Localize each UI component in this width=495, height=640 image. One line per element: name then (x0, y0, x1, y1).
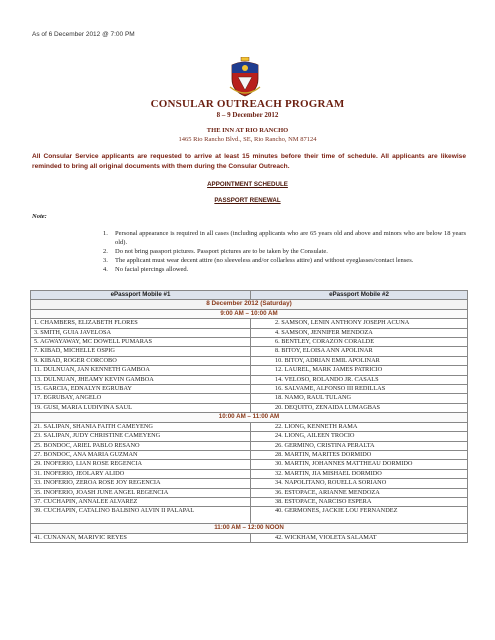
applicant-right: 32. MARTIN, JIA MISHAEL DORMIDO (251, 469, 468, 478)
item-number: 2. (103, 247, 108, 255)
list-item (103, 230, 466, 248)
applicant-right: 30. MARTIN, JOHANNES MATTHEAU DORMIDO (251, 460, 468, 469)
applicant-right: 2. SAMSON, LENIN ANTHONY JOSEPH ACUNA (251, 319, 468, 328)
applicant-left: 33. INOFERIO, ZEROA ROSE JOY REGENCIA (31, 479, 251, 488)
list-item (103, 248, 466, 257)
date-label: 8 December 2012 (Saturday) (31, 300, 468, 309)
service-heading: PASSPORT RENEWAL (214, 197, 281, 204)
item-text: Do not bring passport pictures. Passport pictures are to be taken by the Consulate. (115, 247, 328, 255)
applicant-right: 20. DEQUITO, ZENAIDA LUMAGBAS (251, 403, 468, 412)
applicant-left: 17. EGRUBAY, ANGELO (31, 394, 251, 403)
applicant-right: 10. BITOY, ADRIAN EMIL APOLINAR (251, 356, 468, 365)
applicant-left: 25. BONDOC, ARIEL PABLO RESANO (31, 441, 251, 450)
applicant-left: 13. DULNUAN, JHEAMY KEVIN GAMBOA (31, 375, 251, 384)
table-row (31, 479, 468, 488)
table-row (31, 497, 468, 506)
time-slot-row (31, 524, 468, 533)
time-slot-row (31, 309, 468, 318)
table-row (31, 422, 468, 431)
venue-address: 1465 Rio Rancho Blvd., SE, Rio Rancho, NM 87124 (178, 136, 317, 143)
applicant-left: 3. SMITH, GUIA JAVELOSA (31, 328, 251, 337)
program-title: CONSULAR OUTREACH PROGRAM (150, 98, 345, 110)
applicant-left: 27. BONDOC, ANA MARIA GUZMAN (31, 450, 251, 459)
table-row (31, 328, 468, 337)
item-text: No facial piercings allowed. (115, 265, 189, 273)
applicant-left: 19. GUSI, MARIA LUDIVINA SAUL (31, 403, 251, 412)
table-row (31, 469, 468, 478)
applicant-right: 40. GERMONES, JACKIE LOU FERNANDEZ (251, 507, 468, 524)
table-row (31, 488, 468, 497)
requirements-list (103, 230, 466, 275)
table-row (31, 366, 468, 375)
applicant-right: 24. LIONG, AILEEN TROCIO (251, 432, 468, 441)
table-row (31, 319, 468, 328)
applicant-left: 7. KIBAD, MICHELLE OSPIG (31, 347, 251, 356)
list-item (103, 266, 466, 275)
date-row (31, 300, 468, 309)
applicant-right: 38. ESTOPACE, NARCISO ESPERA (251, 497, 468, 506)
applicant-right: 42. WICKHAM, VIOLETA SALAMAT (251, 533, 468, 542)
table-row (31, 394, 468, 403)
applicant-left: 21. SALIPAN, SHANIA FAITH CAMEYENG (31, 422, 251, 431)
table-row (31, 403, 468, 412)
table-row (31, 441, 468, 450)
applicant-left: 5. AGWAYAWAY, MC DOWELL PUMARAS (31, 338, 251, 347)
applicant-right: 12. LAUREL, MARK JAMES PATRICIO (251, 366, 468, 375)
column-header-mobile-2: ePassport Mobile #2 (251, 291, 468, 300)
column-header-mobile-1: ePassport Mobile #1 (31, 291, 251, 300)
applicant-left: 15. GARCIA, EDNALYN EGRUBAY (31, 385, 251, 394)
applicant-right: 18. NAMO, RAUL TULANG (251, 394, 468, 403)
time-slot-label: 9:00 AM – 10:00 AM (31, 309, 468, 318)
schedule-heading: APPOINTMENT SCHEDULE (207, 181, 288, 188)
applicant-right: 8. BITOY, ELOISA ANN APOLINAR (251, 347, 468, 356)
applicant-left: 29. INOFERIO, LIAN ROSE REGENCIA (31, 460, 251, 469)
applicant-right: 36. ESTOPACE, ARIANNE MENDOZA (251, 488, 468, 497)
applicant-right: 28. MARTIN, MARITES DORMIDO (251, 450, 468, 459)
table-row (31, 347, 468, 356)
applicant-left: 9. KIBAD, ROGER CORCOBO (31, 356, 251, 365)
table-header-row (31, 291, 468, 300)
venue-name: THE INN AT RIO RANCHO (206, 127, 289, 134)
note-label: Note: (32, 213, 47, 220)
philippine-seal-icon (228, 57, 262, 97)
applicant-left: 35. INOFERIO, JOASH JUNE ANGEL REGENCIA (31, 488, 251, 497)
table-row (31, 507, 468, 524)
table-row (31, 533, 468, 542)
table-row (31, 338, 468, 347)
arrival-notice: All Consular Service applicants are requested to arrive at least 15 minutes before their time of schedule. All applicants are likewise reminded to bring all original documents with them during the Consular Outreach. (32, 153, 466, 170)
applicant-left: 23. SALIPAN, JUDY CHRISTINE CAMEYENG (31, 432, 251, 441)
list-item (103, 257, 466, 266)
table-row (31, 356, 468, 365)
table-row (31, 385, 468, 394)
item-number: 3. (103, 256, 108, 264)
applicant-left: 11. DULNUAN, JAN KENNETH GAMBOA (31, 366, 251, 375)
table-row (31, 432, 468, 441)
applicant-left: 31. INOFERIO, JEOLARY ALIDO (31, 469, 251, 478)
item-text: The applicant must wear decent attire (no sleeveless and/or collarless attire) and without eyeglasses/contact lenses. (115, 256, 414, 264)
applicant-right: 22. LIONG, KENNETH RAMA (251, 422, 468, 431)
as-of-timestamp: As of 6 December 2012 @ 7:00 PM (32, 31, 135, 38)
applicant-right: 6. BENTLEY, CORAZON CORALDE (251, 338, 468, 347)
time-slot-label: 11:00 AM – 12:00 NOON (31, 524, 468, 533)
applicant-left: 39. CUCHAPIN, CATALINO BALBINO ALVIN II PALAPAL (31, 507, 251, 524)
item-number: 1. (103, 230, 108, 237)
item-text: Personal appearance is required in all cases (including applicants who are 65 years old and above and minors who are below 18 years old). (115, 230, 466, 246)
applicant-right: 34. NAPOLITANO, ROUELLA SORIANO (251, 479, 468, 488)
applicant-right: 16. SALVAME, ALFONSO III REDILLAS (251, 385, 468, 394)
item-number: 4. (103, 265, 108, 273)
table-row (31, 460, 468, 469)
table-row (31, 450, 468, 459)
table-row (31, 375, 468, 384)
applicant-right: 4. SAMSON, JENNIFER MENDOZA (251, 328, 468, 337)
applicant-left: 37. CUCHAPIN, ANNALEE ALVAREZ (31, 497, 251, 506)
time-slot-row (31, 413, 468, 422)
applicant-left: 41. CUNANAN, MARIVIC REYES (31, 533, 251, 542)
applicant-right: 14. VELOSO, ROLANDO JR. CASALS (251, 375, 468, 384)
applicant-left: 1. CHAMBERS, ELIZABETH FLORES (31, 319, 251, 328)
appointment-table (30, 290, 468, 543)
time-slot-label: 10:00 AM – 11:00 AM (31, 413, 468, 422)
applicant-right: 26. GERMINO, CRISTINA PERALTA (251, 441, 468, 450)
program-dates: 8 – 9 December 2012 (216, 111, 279, 119)
